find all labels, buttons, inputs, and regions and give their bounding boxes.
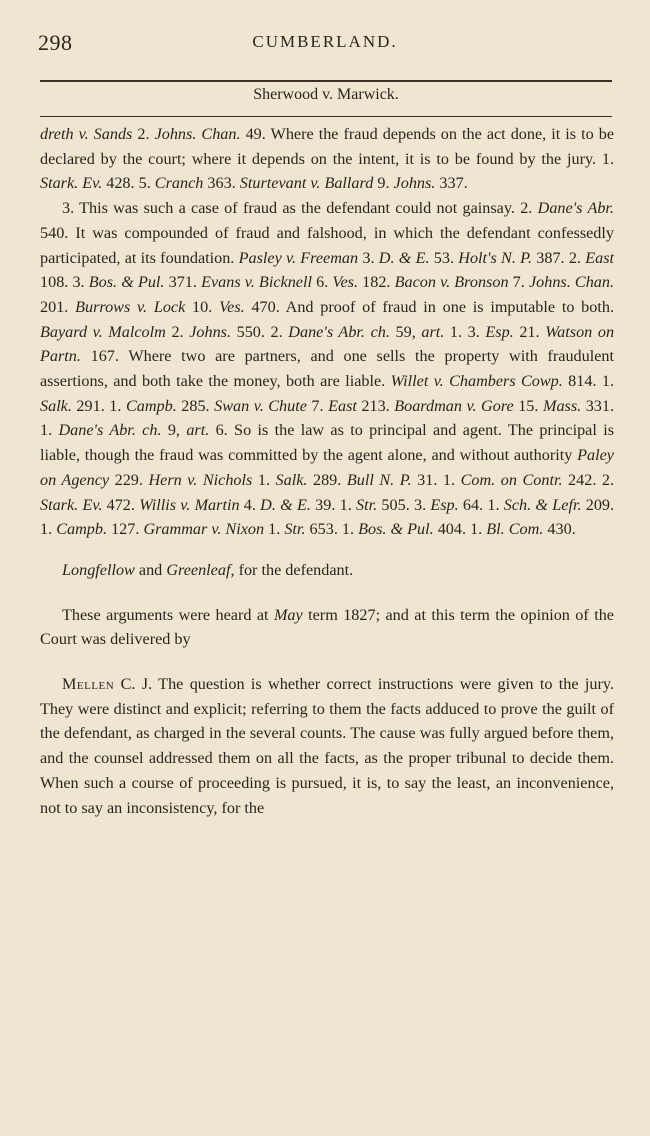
text-run: 182. <box>358 273 395 292</box>
citation-text: Ves. <box>219 297 245 316</box>
citation-text: Willis v. Martin <box>139 495 240 514</box>
citation-text: Johns. Chan. <box>154 125 241 143</box>
text-run: 653. 1. <box>305 520 359 539</box>
citation-text: Bayard v. Malcolm <box>40 322 166 341</box>
citation-text: Pasley v. Freeman <box>238 248 359 267</box>
paragraph <box>40 196 614 542</box>
citation-text: Grammar v. Nixon <box>143 520 265 539</box>
text-run: and <box>134 560 167 579</box>
text-run: 2. <box>132 125 155 143</box>
citation-text: Bos. & Pul. <box>88 273 165 292</box>
page-number: 298 <box>38 30 73 55</box>
text-run: 49. Where the fraud depends on the act done, it is to be declared by the court; where it depends on the intent, it is to be found by the jury. 1. <box>40 125 615 168</box>
citation-text: Campb. <box>125 396 177 415</box>
text-run: 6. So is the law as to principal and agent. The principal is liable, though the fraud was committed by the agent alone, and without authority <box>40 421 614 465</box>
text-run: 31. 1. <box>411 470 461 489</box>
text-run: 404. 1. <box>433 520 487 539</box>
citation-text: Swan v. Chute <box>214 396 307 415</box>
citation-text: Boardman v. Gore <box>394 396 514 415</box>
citation-text: Mass. <box>542 396 582 415</box>
text-run: 15. <box>513 396 543 415</box>
citation-text: Paley on Agency <box>40 446 614 489</box>
citation-text: Esp. <box>430 495 459 514</box>
text-run: 39. 1. <box>310 495 357 514</box>
text-run: 371. <box>164 273 202 292</box>
text-run: 9. <box>373 174 394 193</box>
text-run: 7. <box>306 396 329 415</box>
citation-text: Com. on Contr. <box>460 470 563 489</box>
citation-text: Dane's Abr. ch. <box>58 421 162 440</box>
text-run: term 1827; and at this term the opinion of the Court was delivered by <box>40 605 614 649</box>
text-run: 229. <box>109 470 149 489</box>
citation-text: Sch. & Lefr. <box>503 495 582 514</box>
citation-text: Sturtevant v. Ballard <box>239 174 374 193</box>
citation-text: Bacon v. Bronson <box>394 273 509 292</box>
citation-text: Longfellow <box>62 560 135 579</box>
judge-name: Mellen <box>62 675 115 694</box>
text-run: 285. <box>176 396 215 415</box>
text-run: 289. <box>307 470 347 489</box>
citation-text: East <box>328 396 357 415</box>
citation-text: Salk. <box>275 470 308 489</box>
citation-text: Dane's Abr. <box>537 199 614 218</box>
text-run: 331. 1. <box>40 396 615 440</box>
text-run: 505. 3. <box>377 495 431 514</box>
citation-text: Evans v. Bicknell <box>201 273 312 292</box>
citation-text: Stark. Ev. <box>40 495 103 514</box>
citation-text: Johns. <box>189 322 232 341</box>
citation-text: Esp. <box>485 322 514 341</box>
citation-text: Cranch <box>154 174 204 193</box>
citation-text: art. <box>421 322 445 341</box>
text-run: 4. <box>239 495 261 514</box>
citation-text: D. & E. <box>260 495 311 514</box>
text-run: 242. 2. <box>562 470 615 489</box>
citation-text: Johns. <box>393 174 436 193</box>
text-run: 64. 1. <box>458 495 504 514</box>
text-run: 201. <box>40 297 76 316</box>
paragraph <box>40 558 614 583</box>
citation-text: Holt's N. P. <box>458 248 532 267</box>
text-run: 127. <box>107 520 144 539</box>
text-run: 167. Where two are partners, and one sells the property with fraudulent assertions, and both take the money, both are liable. <box>40 347 614 391</box>
text-run: 540. It was compounded of fraud and falshood, in which the defendant confessedly participated, at its foundation. <box>40 223 614 267</box>
text-run: 814. 1. <box>562 372 615 391</box>
text-run: 209. 1. <box>40 495 615 539</box>
citation-text: Bl. Com. <box>486 520 544 539</box>
citation-text: Bull N. P. <box>346 470 412 489</box>
paragraph <box>40 603 614 652</box>
citation-text: Johns. Chan. <box>528 273 615 292</box>
text-run: 337. <box>435 174 468 193</box>
text-run: 2. <box>165 322 190 341</box>
text-run: 550. 2. <box>231 322 289 341</box>
text-run: 470. And proof of fraud in one is imputable to both. <box>244 297 615 316</box>
text-run: 430. <box>543 520 576 539</box>
paragraph <box>40 122 614 196</box>
header-rule-bottom <box>40 116 612 117</box>
text-run: 213. <box>356 396 395 415</box>
text-run: 9, <box>161 421 187 440</box>
text-run: C. J. The question is whether correct instructions were given to the jury. They were distinct and explicit; referring to them the facts adduced to prove the guilt of the defendant, as charged in the several counts. The cause was fully argued before them, and the counsel addressed them on all the facts, as the proper tribunal to decide them. When such a course of proceeding is pursued, it is, to say the least, an inconvenience, not to say an inconsistency, for the <box>40 675 614 817</box>
text-run: 10. <box>185 297 220 316</box>
citation-text: dreth v. Sands <box>40 125 133 143</box>
text-run: 108. 3. <box>40 273 89 292</box>
text-run: 387. 2. <box>532 248 586 267</box>
citation-text: D. & E. <box>378 248 430 267</box>
running-head: CUMBERLAND. <box>252 32 398 51</box>
text-run: 53. <box>429 248 459 267</box>
citation-text: Ves. <box>332 273 359 292</box>
case-title: Sherwood v. Marwick. <box>253 86 399 103</box>
citation-text: Willet v. Chambers Cowp. <box>390 372 563 391</box>
paragraph <box>40 672 614 820</box>
text-run: 363. <box>203 174 240 193</box>
text-run: 428. 5. <box>102 174 155 193</box>
citation-text: East <box>585 248 614 267</box>
citation-text: Greenleaf, <box>166 560 235 579</box>
citation-text: Campb. <box>56 520 108 539</box>
text-run: 472. <box>102 495 140 514</box>
header-rule-top <box>40 80 612 82</box>
citation-text: Dane's Abr. ch. <box>288 322 390 341</box>
citation-text: art. <box>186 421 210 440</box>
text-run: 291. 1. <box>71 396 126 415</box>
page-header <box>38 30 612 58</box>
citation-text: May <box>273 605 303 624</box>
citation-text: Watson on Partn. <box>40 322 615 366</box>
text-run: 6. <box>311 273 333 292</box>
text-run: These arguments were heard at <box>62 605 274 624</box>
body-text <box>40 122 614 820</box>
citation-text: Str. <box>284 520 306 539</box>
citation-text: Hern v. Nichols <box>148 470 253 489</box>
text-run: 1. <box>264 520 285 539</box>
text-run: 1. <box>252 470 276 489</box>
text-run: 3. <box>358 248 379 267</box>
text-run: 7. <box>508 273 529 292</box>
citation-text: Str. <box>356 495 378 514</box>
citation-text: Burrows v. Lock <box>75 297 186 316</box>
text-run: for the defendant. <box>234 560 354 579</box>
text-run: 59, <box>389 322 422 341</box>
citation-text: Stark. Ev. <box>40 174 103 193</box>
text-run: 3. This was such a case of fraud as the defendant could not gainsay. 2. <box>62 199 538 218</box>
citation-text: Salk. <box>40 396 72 415</box>
text-run: 1. 3. <box>444 322 486 341</box>
citation-text: Bos. & Pul. <box>358 520 434 539</box>
text-run: 21. <box>513 322 546 341</box>
